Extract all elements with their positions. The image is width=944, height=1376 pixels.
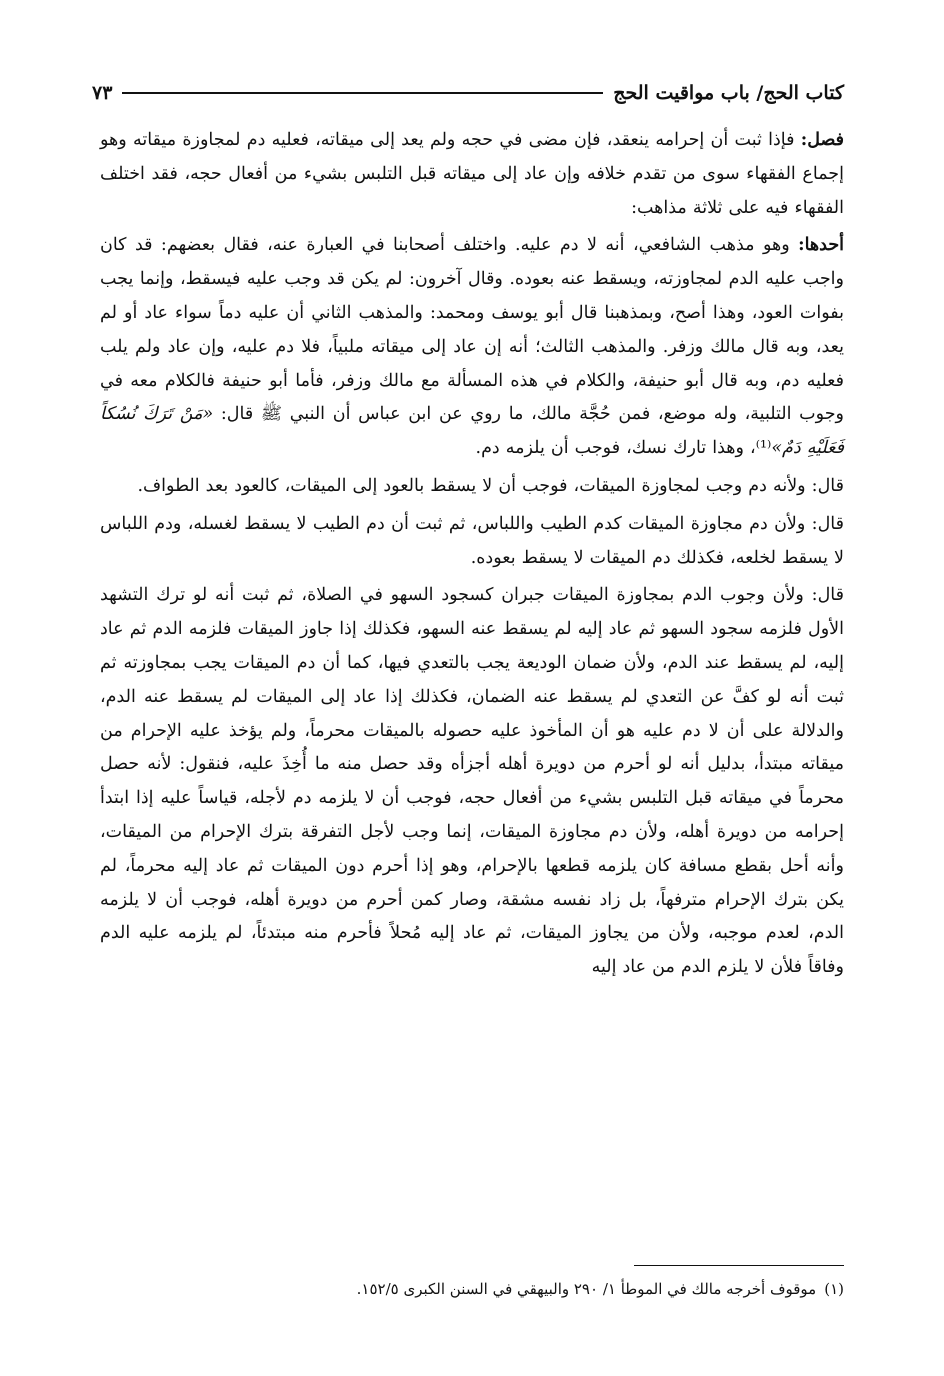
footnote-ref[interactable]: ⁽¹⁾	[755, 438, 772, 459]
paragraph-lead: أحدها:	[798, 235, 844, 256]
paragraph-text: قال: ولأن دم مجاوزة الميقات كدم الطيب واللباس، ثم ثبت أن دم الطيب لا يسقط لغسله، ودم اللباس لا يسقط لخلعه، فكذلك دم الميقات لا يسقط بعوده.	[100, 513, 844, 568]
hadith-quote: «مَنْ تَرَكَ نُسُكاً فَعَلَيْهِ دَمٌ»	[100, 404, 844, 459]
footnote-number: (١)	[824, 1280, 844, 1298]
paragraph-text: قال: ولأنه دم وجب لمجاوزة الميقات، فوجب أن لا يسقط بالعود إلى الميقات، كالعود بعد الطواف.	[137, 475, 844, 496]
paragraph-qala-1	[100, 470, 844, 504]
paragraph-qala-3	[100, 579, 844, 985]
main-text	[100, 124, 844, 989]
paragraph-fasl	[100, 124, 844, 225]
running-title: كتاب الحج/ باب مواقيت الحج	[613, 82, 844, 104]
header-rule	[122, 92, 603, 94]
paragraph-lead: فصل:	[800, 130, 844, 150]
paragraph-text: فإذا ثبت أن إحرامه ينعقد، فإن مضى في حجه ولم يعد إلى ميقاته، فعليه دم لمجاوزة ميقاته وهو إجماع الفقهاء سوى من تقدم خلافه وإن عاد إلى ميقاته قبل التلبس بشيء من أفعال حجه، فقد اختلف الفقهاء فيه على ثلاثة مذاهب:	[100, 130, 844, 218]
footnote-divider	[634, 1265, 844, 1266]
paragraph-text: وهو مذهب الشافعي، أنه لا دم عليه. واختلف أصحابنا في العبارة عنه، فقال بعضهم: قد كان واجب عليه الدم لمجاوزته، ويسقط عنه بعوده. وقال آخرون: لم يكن قد وجب عليه فيسقط، وإنما يجب بفوات العود، وهذا أصح، وبمذهبنا قال أبو يوسف ومحمد: والمذهب الثاني أن عليه دماً سواء عاد أو لم يعد، وبه قال مالك وزفر. والمذهب الثالث؛ أنه إن عاد إلى ميقاته ملبياً، فلا دم عليه، وإن عاد ولم يلب فعليه دم، وبه قال أبو حنيفة، والكلام في هذه المسألة مع مالك وزفر، فأما أبو حنيفة فالكلام معه في وجوب التلبية، وله موضع، فمن حُجَّة مالك، ما روي عن ابن عباس أن النبي ﷺ قال:	[100, 235, 844, 425]
page-number: ٧٣	[92, 82, 113, 104]
paragraph-first-view	[100, 229, 844, 466]
paragraph-text: قال: ولأن وجوب الدم بمجاوزة الميقات جبران كسجود السهو في الصلاة، ثم ثبت أنه لو ترك التشهد الأول فلزمه سجود السهو ثم عاد إليه لم يسقط عنه السهو، فكذلك إذا جاوز الميقات فلزمه الدم ثم عاد إليه، لم يسقط عند الدم، ولأن ضمان الوديعة يجب بالتعدي فيها، كما أن دم الميقات يجب بمجاوزته ثم ثبت أنه لو كفَّ عن التعدي لم يسقط عنه الضمان، فكذلك إذا عاد إلى الميقات لم يسقط عنه الدم، والدلالة على أن لا دم عليه هو أن المأخوذ عليه حصوله بالميقات محرماً، ولم يؤخذ عليه الإحرام من ميقاته مبتدأ، بدليل أنه لو أحرم من دويرة أهله أجزأه وقد حصل منه ما أُخِذَ عليه، فنقول: لأنه حصل محرماً في ميقاته قبل التلبس بشيء من أفعال حجه، فوجب أن لا يلزمه دم لأجله، قياساً عليه إذا ابتدأ إحرامه من دويرة أهله، ولأن دم مجاوزة الميقات، إنما وجب لأجل التفرقة بترك الإحرام من الميقات، وأنه أحل بقطع مسافة كان يلزمه قطعها بالإحرام، وهو إذا أحرم دون الميقات ثم عاد إليه محرماً، لم يكن بترك الإحرام مترفهاً، بل زاد نفسه مشقة، وصار كمن أحرم من دويرة أهله، فوجب أن لا يلزمه الدم، لعدم موجبه، ولأن من يجاوز الميقات، ثم عاد إليه مُحلاً فأحرم منه مبتدئاً، لم يلزمه عليه الدم وفاقاً فلأن لا يلزم الدم من عاد إليه	[100, 585, 844, 978]
footnote	[100, 1276, 844, 1302]
paragraph-text-tail: ، وهذا تارك نسك، فوجب أن يلزمه دم.	[475, 438, 756, 459]
paragraph-qala-2	[100, 508, 844, 576]
footnote-text: موقوف أخرجه مالك في الموطأ ١/ ٢٩٠ والبيهقي في السنن الكبرى ١٥٢/٥.	[356, 1280, 817, 1298]
page-header	[92, 76, 844, 110]
